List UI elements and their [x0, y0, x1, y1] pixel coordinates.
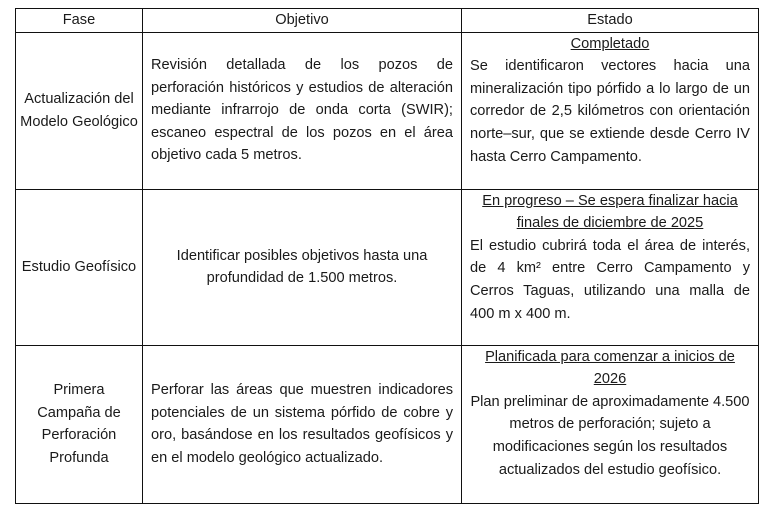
objetivo-cell: Revisión detallada de los pozos de perforación históricos y estudios de alteración mediante infrarrojo de onda corta (SWIR); escaneo espectral de los pozos en el área objetivo cada 5 metros. — [143, 32, 462, 189]
fase-cell: Actualización del Modelo Geológico — [16, 32, 143, 189]
fase-cell: Estudio Geofísico — [16, 189, 143, 345]
status-description: El estudio cubrirá toda el área de interés, de 4 km² entre Cerro Campamento y Cerros Taguas, utilizando una malla de 400 m x 400 m. — [470, 237, 750, 322]
estado-cell — [462, 345, 759, 503]
header-estado: Estado — [462, 9, 759, 33]
header-row — [16, 9, 759, 33]
estado-cell — [462, 32, 759, 189]
fase-cell: Primera Campaña de Perforación Profunda — [16, 345, 143, 503]
header-fase: Fase — [16, 9, 143, 33]
exploration-phases-table — [15, 8, 759, 504]
status-label: Planificada para comenzar a inicios de 2026 — [485, 348, 735, 388]
objetivo-cell: Perforar las áreas que muestren indicadores potenciales de un sistema pórfido de cobre y oro, basándose en los resultados geofísicos y en el modelo geológico actualizado. — [143, 345, 462, 503]
table-row — [16, 189, 759, 345]
objetivo-cell: Identificar posibles objetivos hasta una profundidad de 1.500 metros. — [143, 189, 462, 345]
table-row — [16, 32, 759, 189]
status-description: Se identificaron vectores hacia una mineralización tipo pórfido a lo largo de un corredor de 2,5 kilómetros con orientación norte–sur, que se extiende desde Cerro IV hasta Cerro Campamento. — [470, 58, 750, 165]
status-description: Plan preliminar de aproximadamente 4.500 metros de perforación; sujeto a modificaciones según los resultados actualizados del estudio geofísico. — [470, 393, 750, 478]
status-label: En progreso – Se espera finalizar hacia finales de diciembre de 2025 — [482, 192, 738, 232]
estado-cell — [462, 189, 759, 345]
table-row — [16, 345, 759, 503]
header-objetivo: Objetivo — [143, 9, 462, 33]
status-label: Completado — [570, 35, 650, 52]
